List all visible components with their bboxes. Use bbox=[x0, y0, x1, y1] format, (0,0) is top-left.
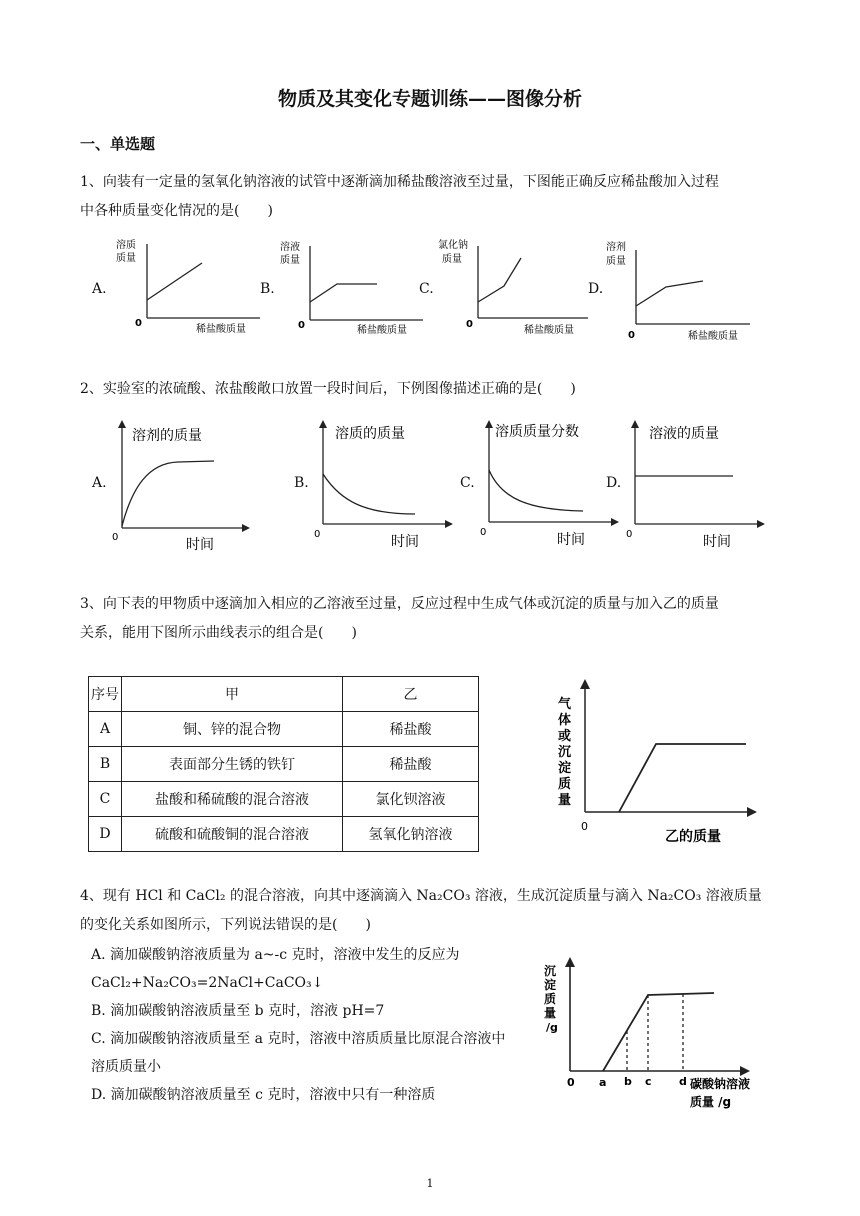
q4-curve bbox=[603, 993, 714, 1071]
table-row bbox=[89, 817, 479, 852]
q2-b-xlabel: 时间 bbox=[391, 534, 419, 550]
table-cell: 氯化钡溶液 bbox=[343, 782, 479, 817]
q4-tick-b: b bbox=[624, 1075, 632, 1088]
q2-option-a-graph bbox=[108, 418, 258, 553]
q4-ylabel-char: 量 bbox=[544, 1006, 557, 1020]
q1-a-origin: 0 bbox=[135, 318, 142, 329]
q1-d-origin: 0 bbox=[628, 330, 635, 341]
q1-a-ylabel2: 质量 bbox=[116, 253, 136, 264]
question-3-line1: 3、向下表的甲物质中逐滴加入相应的乙溶液至过量，反应过程中生成气体或沉淀的质量与加入乙的质量 bbox=[80, 596, 719, 612]
q1-b-ylabel1: 溶液 bbox=[280, 242, 300, 253]
page-number: 1 bbox=[426, 1177, 434, 1190]
q1-option-d-graph bbox=[602, 238, 762, 342]
question-3 bbox=[80, 590, 780, 648]
q3-curve bbox=[619, 744, 746, 812]
q1-b-ylabel2: 质量 bbox=[280, 255, 300, 266]
q4-options bbox=[91, 941, 531, 1109]
q2-option-c-letter: C. bbox=[460, 475, 475, 491]
table-cell: 稀盐酸 bbox=[343, 712, 479, 747]
q1-option-d-letter: D. bbox=[588, 281, 604, 297]
q2-a-xlabel: 时间 bbox=[186, 537, 214, 553]
q2-option-a-letter: A. bbox=[92, 475, 107, 491]
q2-c-y-arrow bbox=[485, 420, 493, 428]
q1-d-ylabel2: 质量 bbox=[606, 256, 626, 267]
q3-header-index: 序号 bbox=[89, 677, 122, 712]
q4-ylabel-char: /g bbox=[546, 1021, 558, 1034]
table-cell: 氢氧化钠溶液 bbox=[343, 817, 479, 852]
q4-option-c-cont: 溶质质量小 bbox=[91, 1059, 161, 1075]
q2-b-x-arrow bbox=[445, 520, 453, 528]
q2-a-ylabel: 溶剂的质量 bbox=[132, 428, 202, 444]
question-2 bbox=[80, 375, 780, 404]
q1-a-xlabel: 稀盐酸质量 bbox=[196, 324, 246, 335]
table-cell: 盐酸和稀硫酸的混合溶液 bbox=[122, 782, 343, 817]
q2-b-y-arrow bbox=[319, 420, 327, 428]
question-4 bbox=[80, 882, 790, 940]
q4-graph bbox=[538, 955, 768, 1115]
q2-c-xlabel: 时间 bbox=[557, 532, 585, 548]
q2-option-b-letter: B. bbox=[294, 475, 309, 491]
q2-b-curve bbox=[323, 474, 415, 514]
question-1 bbox=[80, 168, 780, 226]
q3-ylabel-char: 量 bbox=[558, 793, 572, 808]
question-1-line1: 1、向装有一定量的氢氧化钠溶液的试管中逐渐滴加稀盐酸溶液至过量，下图能正确反应稀盐酸加入过程 bbox=[80, 174, 719, 190]
q2-d-xlabel: 时间 bbox=[703, 534, 731, 550]
q4-tick-a: a bbox=[599, 1076, 607, 1089]
q1-a-ylabel1: 溶质 bbox=[116, 240, 136, 251]
q2-d-x-arrow bbox=[757, 520, 765, 528]
q2-c-x-arrow bbox=[611, 518, 619, 526]
table-cell: C bbox=[89, 782, 122, 817]
q1-b-origin: 0 bbox=[298, 320, 305, 331]
q1-a-curve bbox=[147, 263, 202, 300]
q3-ylabel-char: 或 bbox=[558, 729, 572, 744]
table-cell: D bbox=[89, 817, 122, 852]
q1-d-ylabel1: 溶剂 bbox=[606, 242, 626, 253]
q3-table bbox=[88, 676, 479, 852]
q4-ylabel-char: 质 bbox=[544, 992, 557, 1006]
q3-graph bbox=[553, 676, 768, 851]
table-row bbox=[89, 782, 479, 817]
q2-a-origin: 0 bbox=[112, 532, 119, 543]
q2-c-ylabel: 溶质质量分数 bbox=[495, 424, 579, 440]
q2-option-d-letter: D. bbox=[606, 475, 622, 491]
q2-d-ylabel: 溶液的质量 bbox=[649, 426, 719, 442]
q2-d-origin: 0 bbox=[626, 529, 633, 540]
table-cell: 稀盐酸 bbox=[343, 747, 479, 782]
q1-c-xlabel: 稀盐酸质量 bbox=[524, 325, 574, 336]
q4-option-c: C. 滴加碳酸钠溶液质量至 a 克时，溶液中溶质质量比原混合溶液中 bbox=[91, 1031, 506, 1047]
q4-option-d: D. 滴加碳酸钠溶液质量至 c 克时，溶液中只有一种溶质 bbox=[91, 1087, 436, 1103]
q1-option-a-letter: A. bbox=[92, 281, 107, 297]
q4-option-b: B. 滴加碳酸钠溶液质量至 b 克时，溶液 pH=7 bbox=[91, 1003, 385, 1019]
question-2-line1: 2、实验室的浓硫酸、浓盐酸敞口放置一段时间后，下例图像描述正确的是( ) bbox=[80, 381, 576, 397]
q1-option-b-letter: B. bbox=[260, 281, 275, 297]
q3-table-header bbox=[89, 677, 479, 712]
q2-a-x-arrow bbox=[242, 524, 250, 532]
q4-ylabel-char: 沉 bbox=[544, 964, 557, 978]
q3-ylabel-char: 沉 bbox=[558, 745, 572, 760]
q2-option-d-graph bbox=[623, 418, 773, 553]
q1-option-c-graph bbox=[436, 236, 596, 336]
table-row bbox=[89, 747, 479, 782]
q4-xlabel1: 碳酸钠溶液 bbox=[690, 1077, 751, 1091]
q3-header-jia: 甲 bbox=[122, 677, 343, 712]
q2-c-origin: 0 bbox=[480, 527, 487, 538]
q4-tick-d: d bbox=[679, 1075, 687, 1088]
table-cell: 硫酸和硫酸铜的混合溶液 bbox=[122, 817, 343, 852]
table-cell: B bbox=[89, 747, 122, 782]
page-title: 物质及其变化专题训练——图像分析 bbox=[277, 88, 582, 110]
q2-b-ylabel: 溶质的质量 bbox=[335, 426, 405, 442]
q2-option-c-graph bbox=[477, 418, 627, 553]
q1-option-c-letter: C. bbox=[419, 281, 434, 297]
q3-y-arrow bbox=[580, 679, 590, 689]
q3-xlabel: 乙的质量 bbox=[665, 829, 721, 845]
q1-c-curve bbox=[478, 258, 521, 302]
table-cell: 铜、锌的混合物 bbox=[122, 712, 343, 747]
q4-y-arrow bbox=[565, 957, 575, 967]
q1-d-xlabel: 稀盐酸质量 bbox=[688, 331, 738, 342]
q4-option-a: A. 滴加碳酸钠溶液质量为 a~-c 克时，溶液中发生的反应为 bbox=[91, 947, 460, 963]
q4-tick-c: c bbox=[645, 1075, 652, 1088]
table-cell: A bbox=[89, 712, 122, 747]
q1-c-ylabel1: 氯化钠 bbox=[438, 240, 468, 251]
q3-ylabel-char: 体 bbox=[558, 713, 572, 728]
q3-x-arrow bbox=[747, 807, 757, 817]
q1-c-ylabel2: 质量 bbox=[442, 254, 462, 265]
q3-ylabel-char: 淀 bbox=[558, 761, 572, 776]
q4-ylabel-char: 淀 bbox=[544, 978, 557, 992]
q1-option-b-graph bbox=[275, 238, 435, 338]
question-1-line2: 中各种质量变化情况的是( ) bbox=[80, 203, 273, 219]
question-4-line2: 的变化关系如图所示，下列说法错误的是( ) bbox=[80, 917, 371, 933]
q2-a-curve bbox=[122, 461, 214, 526]
q1-d-curve bbox=[636, 281, 703, 306]
q2-a-y-arrow bbox=[118, 420, 126, 428]
q1-b-curve bbox=[310, 284, 377, 302]
q3-ylabel-char: 质 bbox=[558, 777, 572, 792]
q2-b-origin: 0 bbox=[314, 529, 321, 540]
q1-option-a-graph bbox=[110, 238, 270, 338]
q4-x-arrow bbox=[740, 1066, 750, 1076]
q4-xlabel2: 质量 /g bbox=[690, 1095, 732, 1109]
table-cell: 表面部分生锈的铁钉 bbox=[122, 747, 343, 782]
q2-c-curve bbox=[489, 470, 583, 511]
q3-header-yi: 乙 bbox=[343, 677, 479, 712]
q4-option-a-equation: CaCl₂+Na₂CO₃=2NaCl+CaCO₃↓ bbox=[91, 975, 324, 991]
q3-ylabel-char: 气 bbox=[558, 697, 572, 712]
q3-origin: 0 bbox=[581, 820, 588, 833]
question-4-line1: 4、现有 HCl 和 CaCl₂ 的混合溶液，向其中逐滴滴入 Na₂CO₃ 溶液，生成沉淀质量与滴入 Na₂CO₃ 溶液质量 bbox=[80, 888, 762, 904]
q2-option-b-graph bbox=[311, 418, 461, 553]
q4-tick-0: 0 bbox=[567, 1076, 575, 1089]
q1-b-xlabel: 稀盐酸质量 bbox=[357, 325, 407, 336]
q1-c-origin: 0 bbox=[466, 319, 473, 330]
question-3-line2: 关系，能用下图所示曲线表示的组合是( ) bbox=[80, 625, 357, 641]
section-heading: 一、单选题 bbox=[80, 135, 156, 153]
table-row bbox=[89, 712, 479, 747]
q2-d-y-arrow bbox=[631, 420, 639, 428]
